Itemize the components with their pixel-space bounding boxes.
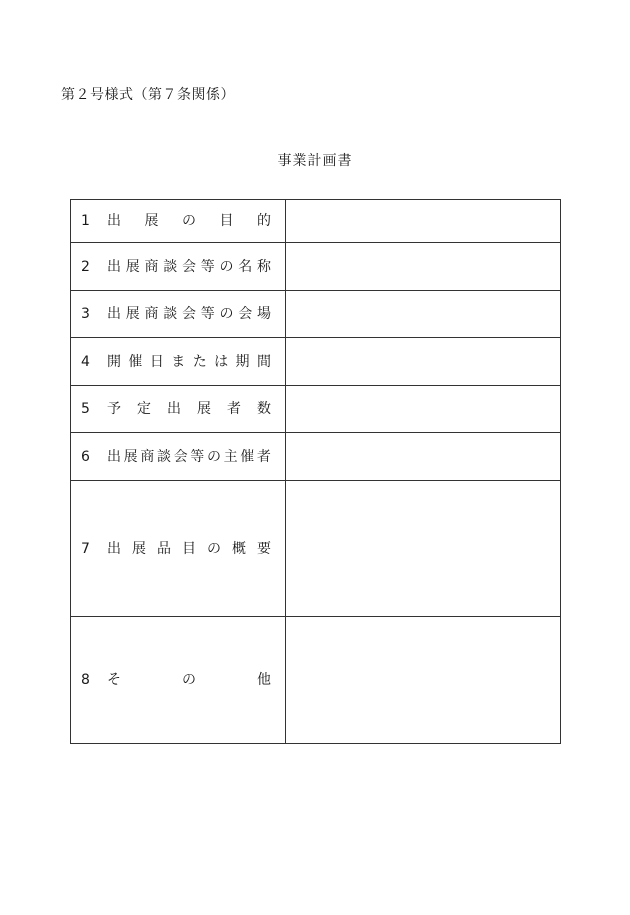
row-number: 2 (81, 258, 90, 275)
row-label: 開 催 日 ま た は 期 間 (107, 353, 271, 370)
period-field[interactable] (286, 338, 561, 386)
table-row (71, 617, 561, 744)
row-label-cell (71, 338, 286, 386)
product-summary-field[interactable] (286, 481, 561, 617)
row-number: 8 (81, 672, 90, 688)
purpose-field[interactable] (286, 200, 561, 243)
form-number: 第２号様式（第７条関係） (61, 87, 235, 103)
table-row (71, 386, 561, 433)
row-label: 出 展 品 目 の 概 要 (107, 540, 271, 557)
table-row (71, 200, 561, 243)
business-plan-table (70, 199, 561, 744)
row-label-cell (71, 243, 286, 291)
table-row (71, 338, 561, 386)
exhibitor-count-field[interactable] (286, 386, 561, 433)
table-row (71, 433, 561, 481)
row-number: 3 (81, 306, 90, 322)
row-number: 6 (81, 448, 90, 465)
row-number: 1 (81, 213, 90, 229)
organizer-field[interactable] (286, 433, 561, 481)
row-number: 4 (81, 353, 90, 370)
row-label-cell (71, 386, 286, 433)
event-name-field[interactable] (286, 243, 561, 291)
row-label-cell (71, 433, 286, 481)
row-label-cell (71, 291, 286, 338)
other-field[interactable] (286, 617, 561, 744)
venue-field[interactable] (286, 291, 561, 338)
document-title: 事業計画書 (277, 153, 353, 169)
table-row (71, 481, 561, 617)
row-label-cell (71, 617, 286, 744)
row-label: 出 展 商 談 会 等 の 会 場 (107, 306, 271, 322)
row-number: 5 (81, 401, 90, 417)
row-label: 出 展 商 談 会 等 の 名 称 (107, 258, 271, 275)
table-row (71, 243, 561, 291)
row-label-cell (71, 200, 286, 243)
row-label: 予 定 出 展 者 数 (107, 401, 271, 417)
row-number: 7 (81, 540, 90, 557)
row-label-cell (71, 481, 286, 617)
row-label: 出 展 の 目 的 (107, 213, 271, 229)
row-label: 出 展 商 談 会 等 の 主 催 者 (107, 448, 271, 465)
row-label: そ の 他 (107, 672, 271, 688)
table-row (71, 291, 561, 338)
